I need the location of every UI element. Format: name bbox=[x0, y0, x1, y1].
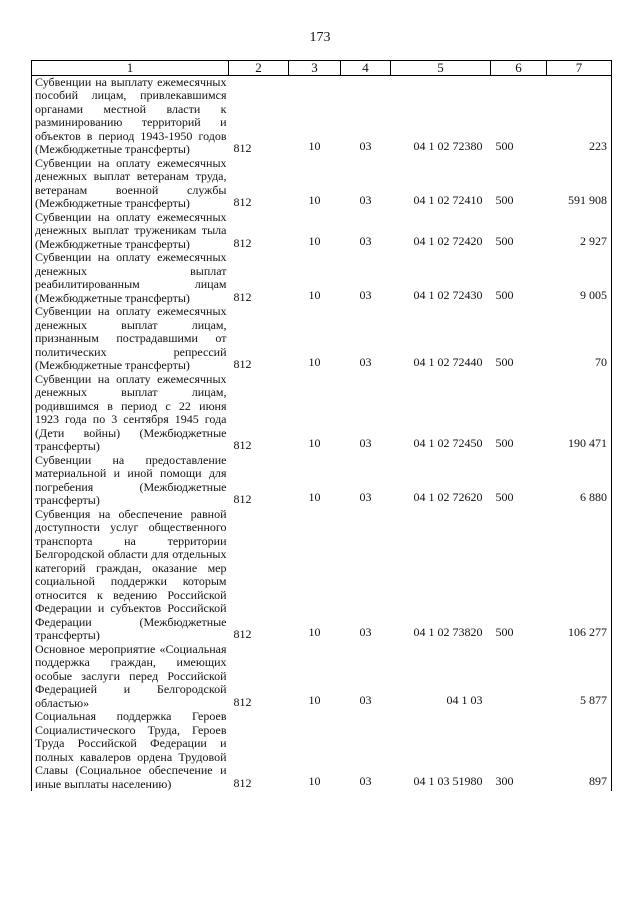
row-expense-type: 500 bbox=[495, 625, 514, 639]
table-row bbox=[32, 710, 612, 791]
row-section-code: 10 bbox=[308, 490, 321, 504]
row-subsection-code: 03 bbox=[359, 692, 372, 707]
row-subsection-code: 03 bbox=[359, 490, 372, 504]
row-amount: 70 bbox=[547, 305, 612, 373]
row-amount: 9 005 bbox=[547, 251, 612, 305]
table-row bbox=[32, 373, 612, 454]
table-row bbox=[32, 305, 612, 373]
row-amount: 223 bbox=[547, 75, 612, 157]
row-subsection-code: 03 bbox=[359, 139, 372, 153]
column-header-6: 6 bbox=[491, 61, 547, 76]
row-amount: 6 880 bbox=[547, 454, 612, 508]
row-section-code: 10 bbox=[308, 139, 321, 153]
row-expense-type: 500 bbox=[495, 287, 514, 302]
row-department-code: 812 bbox=[233, 235, 252, 250]
row-name: Субвенции на оплату ежемесячных денежных выплат реабилитированным лицам (Межбюджетные трансферты) bbox=[32, 251, 229, 305]
row-expense-type: 500 bbox=[495, 436, 514, 450]
row-subsection-code: 03 bbox=[359, 287, 372, 302]
row-section-code: 10 bbox=[308, 193, 321, 207]
row-expense-type: 300 bbox=[495, 773, 514, 788]
row-department-code: 812 bbox=[233, 141, 252, 155]
budget-table bbox=[31, 60, 612, 791]
row-expense-type: 500 bbox=[495, 233, 514, 248]
table-row bbox=[32, 454, 612, 508]
row-target-article: 04 1 03 51980 bbox=[413, 773, 483, 788]
row-expense-type bbox=[491, 643, 547, 711]
table-row bbox=[32, 75, 612, 157]
row-section-code: 10 bbox=[308, 436, 321, 450]
row-target-article: 04 1 02 72410 bbox=[413, 193, 483, 207]
row-subsection-code: 03 bbox=[359, 193, 372, 207]
row-amount: 897 bbox=[547, 710, 612, 791]
row-amount: 2 927 bbox=[547, 211, 612, 252]
row-department-code: 812 bbox=[233, 195, 252, 209]
row-department-code: 812 bbox=[233, 492, 252, 506]
row-target-article: 04 1 02 72450 bbox=[413, 436, 483, 450]
header-row bbox=[32, 61, 612, 76]
row-target-article: 04 1 02 72620 bbox=[413, 490, 483, 504]
column-header-2: 2 bbox=[229, 61, 289, 76]
row-amount: 190 471 bbox=[547, 373, 612, 454]
row-name: Субвенции на оплату ежемесячных денежных выплат ветеранам труда, ветеранам военной службы (Межбюджетные трансферты) bbox=[32, 157, 229, 211]
row-section-code: 10 bbox=[308, 692, 321, 707]
row-target-article: 04 1 03 bbox=[446, 692, 483, 707]
row-target-article: 04 1 02 72440 bbox=[413, 355, 483, 369]
row-department-code: 812 bbox=[233, 289, 252, 304]
table-row bbox=[32, 251, 612, 305]
column-header-3: 3 bbox=[289, 61, 341, 76]
row-expense-type: 500 bbox=[495, 490, 514, 504]
row-department-code: 812 bbox=[233, 775, 252, 790]
row-section-code: 10 bbox=[308, 233, 321, 248]
row-department-code: 812 bbox=[233, 438, 252, 452]
row-expense-type: 500 bbox=[495, 193, 514, 207]
table-row bbox=[32, 643, 612, 711]
row-name: Основное мероприятие «Социальная поддержка граждан, имеющих особые заслуги перед Российской Федерацией и Белгородской областью» bbox=[32, 643, 229, 711]
row-name: Субвенция на обеспечение равной доступности услуг общественного транспорта на территории Белгородской области для отдельных категорий граждан, оказание мер социальной поддержки которым относится к ведению Российской Федерации и субъектов Российской Федерации (Межбюджетные трансферты) bbox=[32, 508, 229, 643]
row-target-article: 04 1 02 72380 bbox=[413, 139, 483, 153]
row-subsection-code: 03 bbox=[359, 625, 372, 639]
row-section-code: 10 bbox=[308, 625, 321, 639]
row-department-code: 812 bbox=[233, 357, 252, 371]
column-header-1: 1 bbox=[32, 61, 229, 76]
column-header-4: 4 bbox=[341, 61, 391, 76]
row-section-code: 10 bbox=[308, 355, 321, 369]
row-section-code: 10 bbox=[308, 773, 321, 788]
row-name: Субвенции на оплату ежемесячных денежных выплат труженикам тыла (Межбюджетные трансферты) bbox=[32, 211, 229, 252]
row-amount: 591 908 bbox=[547, 157, 612, 211]
row-target-article: 04 1 02 73820 bbox=[413, 625, 483, 639]
row-subsection-code: 03 bbox=[359, 436, 372, 450]
row-name: Субвенции на оплату ежемесячных денежных выплат лицам, родившимся в период с 22 июня 1923 года по 3 сентября 1945 года (Дети войны) (Межбюджетные трансферты) bbox=[32, 373, 229, 454]
row-name: Социальная поддержка Героев Социалистического Труда, Героев Труда Российской Федерации и полных кавалеров ордена Трудовой Славы (Социальное обеспечение и иные выплаты населению) bbox=[32, 710, 229, 791]
row-department-code: 812 bbox=[233, 627, 252, 641]
table-row bbox=[32, 157, 612, 211]
row-subsection-code: 03 bbox=[359, 233, 372, 248]
row-section-code: 10 bbox=[308, 287, 321, 302]
table-row bbox=[32, 508, 612, 643]
row-expense-type: 500 bbox=[495, 139, 514, 153]
column-header-5: 5 bbox=[391, 61, 491, 76]
row-subsection-code: 03 bbox=[359, 773, 372, 788]
page-number: 173 bbox=[309, 30, 331, 45]
row-department-code: 812 bbox=[233, 694, 252, 709]
row-expense-type: 500 bbox=[495, 355, 514, 369]
row-name: Субвенции на предоставление материальной и иной помощи для погребения (Межбюджетные трансферты) bbox=[32, 454, 229, 508]
table-row bbox=[32, 211, 612, 252]
row-name: Субвенции на выплату ежемесячных пособий лицам, привлекавшимся органами местной власти к разминированию территорий и объектов в период 1943-1950 годов (Межбюджетные трансферты) bbox=[32, 75, 229, 157]
row-amount: 106 277 bbox=[547, 508, 612, 643]
column-header-7: 7 bbox=[547, 61, 612, 76]
row-target-article: 04 1 02 72420 bbox=[413, 233, 483, 248]
row-subsection-code: 03 bbox=[359, 355, 372, 369]
row-name: Субвенции на оплату ежемесячных денежных выплат лицам, признанным пострадавшими от политических репрессий (Межбюджетные трансферты) bbox=[32, 305, 229, 373]
row-amount: 5 877 bbox=[547, 643, 612, 711]
row-target-article: 04 1 02 72430 bbox=[413, 287, 483, 302]
